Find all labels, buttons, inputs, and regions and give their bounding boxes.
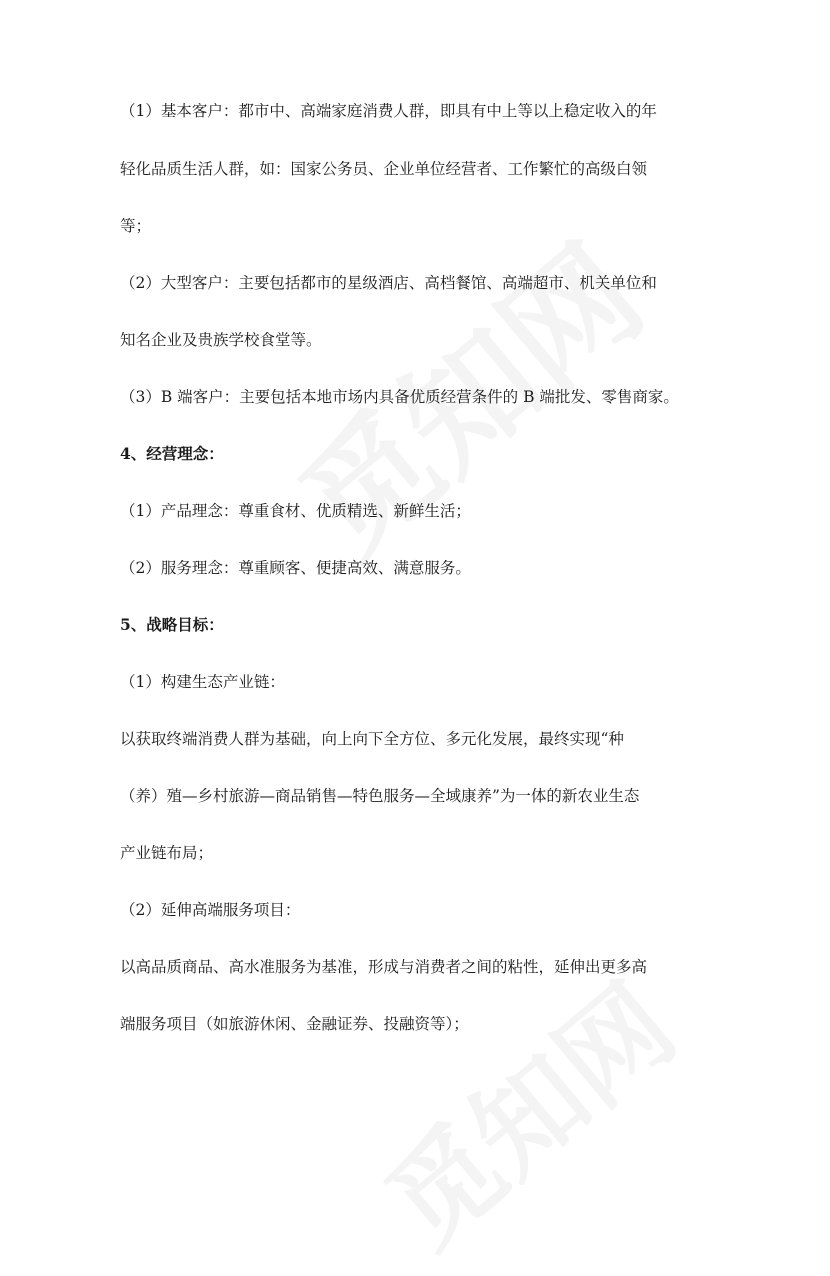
paragraph-line: （2）延伸高端服务项目：	[120, 901, 301, 919]
paragraph-line: （1）构建生态产业链：	[120, 673, 285, 691]
watermark	[348, 942, 702, 1275]
paragraph-line: （2）服务理念：尊重顾客、便捷高效、满意服务。	[120, 559, 471, 577]
paragraph-line: （3）B 端客户：主要包括本地市场内具备优质经营条件的 B 端批发、零售商家。	[120, 388, 679, 406]
paragraph-line: 产业链布局；	[120, 844, 214, 862]
section-heading: 5、战略目标：	[120, 615, 224, 634]
paragraph-line: 轻化品质生活人群，如：国家公务员、企业单位经营者、工作繁忙的高级白领	[120, 160, 648, 178]
paragraph-line: 知名企业及贵族学校食堂等。	[120, 331, 322, 349]
paragraph-line: （1）基本客户：都市中、高端家庭消费人群，即具有中上等以上稳定收入的年	[120, 102, 657, 120]
paragraph-line: （养）殖—乡村旅游—商品销售—特色服务—全域康养”为一体的新农业生态	[120, 787, 640, 805]
paragraph-line: 以获取终端消费人群为基础，向上向下全方位、多元化发展，最终实现“种	[120, 730, 624, 748]
section-heading: 4、经营理念：	[120, 444, 224, 463]
paragraph-line: 以高品质商品、高水准服务为基准，形成与消费者之间的粘性，延伸出更多高	[120, 958, 648, 976]
paragraph-line: 端服务项目（如旅游休闲、金融证券、投融资等）；	[120, 1015, 469, 1033]
paragraph-line: （2）大型客户：主要包括都市的星级酒店、高档餐馆、高端超市、机关单位和	[120, 274, 657, 292]
paragraph-line: （1）产品理念：尊重食材、优质精选、新鲜生活；	[120, 502, 471, 520]
paragraph-line: 等；	[120, 217, 152, 235]
